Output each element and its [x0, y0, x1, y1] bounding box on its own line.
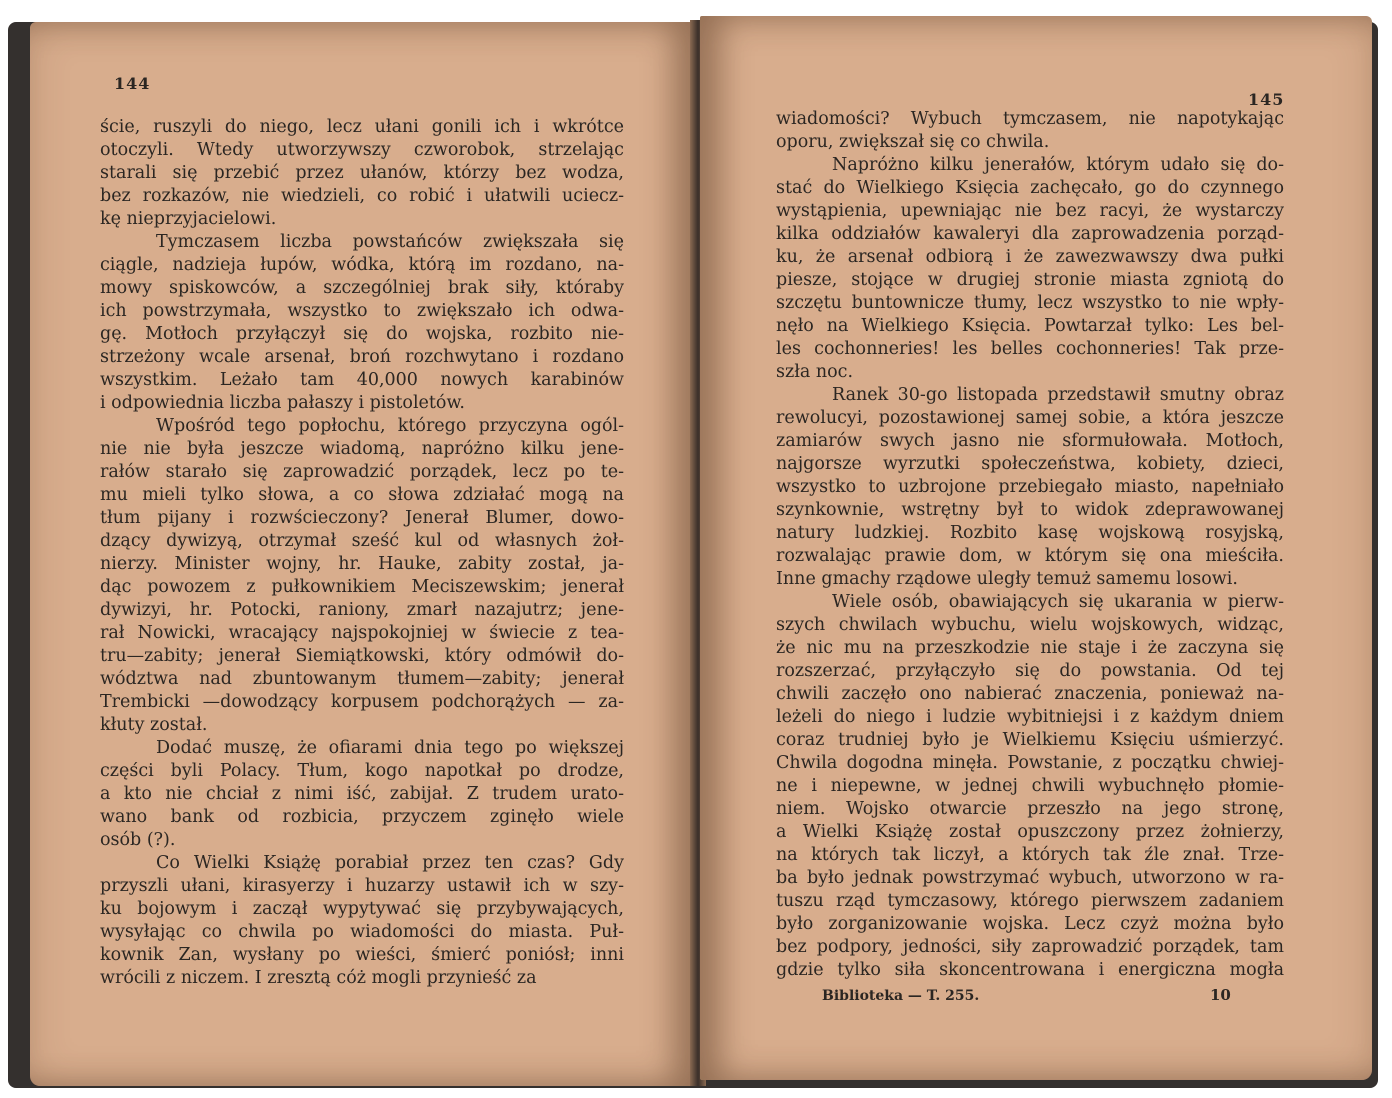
- text-line: kilka oddziałów kawaleryi dla zaprowadzenia porząd-: [776, 224, 1284, 244]
- text-line: ba było jednak powstrzymać wybuch, utworzono w ra-: [776, 868, 1284, 888]
- text-line: najgorsze wyrzutki społeczeństwa, kobiety, dzieci,: [776, 454, 1284, 474]
- text-line: chwili zaczęło ono nabierać znaczenia, ponieważ na-: [776, 684, 1284, 704]
- text-line: nierzy. Minister wojny, hr. Hauke, zabity został, ja-: [100, 554, 624, 574]
- left-page-text: [100, 116, 624, 990]
- text-line: tru—zabity; jenerał Siemiątkowski, który odmówił do-: [100, 646, 624, 666]
- text-line: Inne gmachy rządowe uległy temuż samemu losowi.: [776, 569, 1238, 589]
- left-page: [30, 22, 694, 1086]
- text-line: mowy spiskowców, a szczególniej brak siły, któraby: [100, 278, 624, 298]
- text-line: natury ludzkiej. Rozbito kasę wojskową rosyjską,: [776, 523, 1284, 543]
- text-line: rozwalając prawie dom, w którym się ona mieściła.: [776, 546, 1284, 566]
- text-line: Wiele osób, obawiających się ukarania w pierw-: [832, 592, 1284, 612]
- text-line: Napróżno kilku jenerałów, którym udało się do-: [832, 155, 1284, 175]
- text-line: wystąpienia, upewniając nie bez racyi, że wystarczy: [776, 201, 1284, 221]
- text-line: Chwila dogodna minęła. Powstanie, z początku chwiej-: [776, 753, 1284, 773]
- text-line: że nic mu na przeszkodzie nie staje i że zaczyna się: [776, 638, 1284, 658]
- right-page-text: [776, 108, 1284, 982]
- footer-signature: Biblioteka — T. 255.: [822, 988, 980, 1004]
- text-line: ku, że arsenał odbiorą i że zawezwawszy dwa pułki: [776, 247, 1284, 267]
- text-line: Co Wielki Książę porabiał przez ten czas? Gdy: [156, 853, 624, 873]
- text-line: wysyłając co chwila po wiadomości do miasta. Puł-: [100, 922, 624, 942]
- text-line: tłum pijany i rozwścieczony? Jenerał Blumer, dowo-: [100, 508, 624, 528]
- text-line: było zorganizowanie wojska. Lecz czyż można było: [776, 914, 1284, 934]
- text-line: ciągle, nadzieja łupów, wódka, którą im rozdano, na-: [100, 255, 624, 275]
- text-line: rał Nowicki, wracający najspokojniej w świecie z tea-: [100, 623, 624, 643]
- text-line: oporu, zwiększał się co chwila.: [776, 132, 1050, 152]
- text-line: Ranek 30-go listopada przedstawił smutny obraz: [832, 385, 1284, 405]
- text-line: przyszli ułani, kirasyerzy i huzarzy ustawił ich w szy-: [100, 876, 624, 896]
- text-line: rewolucyi, pozostawionej samej sobie, a która jeszcze: [776, 408, 1284, 428]
- text-line: les cochonneries! les belles cochonneries! Tak prze-: [776, 339, 1284, 359]
- left-page-number: 144: [114, 74, 151, 93]
- text-line: wszystko to uzbrojone przebiegało miasto, napełniało: [776, 477, 1284, 497]
- text-line: rozszerzać, przyłączyło się do powstania. Od tej: [776, 661, 1284, 681]
- text-line: ku bojowym i zaczął wypytywać się przybywających,: [100, 899, 624, 919]
- text-line: dzący dywizyą, otrzymał sześć kul od własnych żoł-: [100, 531, 624, 551]
- text-line: na których tak liczył, a których tak źle znał. Trze-: [776, 845, 1284, 865]
- text-line: Dodać muszę, że ofiarami dnia tego po większej: [156, 738, 624, 758]
- right-page: [700, 16, 1372, 1080]
- text-line: kownik Zan, wysłany po wieści, śmierć poniósł; inni: [100, 945, 624, 965]
- text-line: kłuty został.: [100, 715, 208, 735]
- text-line: ne i niepewne, w jednej chwili wybuchnęło płomie-: [776, 776, 1284, 796]
- text-line: bez rozkazów, nie wiedzieli, co robić i ułatwili uciecz-: [100, 186, 624, 206]
- text-line: bez podpory, jedności, siły zaprowadzić porządek, tam: [776, 937, 1284, 957]
- text-line: otoczyli. Wtedy utworzywszy czworobok, strzelając: [100, 140, 624, 160]
- text-line: i odpowiednia liczba pałaszy i pistoletów.: [100, 393, 465, 413]
- text-line: ście, ruszyli do niego, lecz ułani gonili ich i wkrótce: [100, 117, 624, 137]
- footer-sheet-number: 10: [1210, 986, 1231, 1004]
- text-line: szła noc.: [776, 362, 854, 382]
- text-line: rałów starało się zaprowadzić porządek, lecz po te-: [100, 462, 624, 482]
- text-line: nęło na Wielkiego Księcia. Powtarzał tylko: Les bel-: [776, 316, 1284, 336]
- text-line: dywizyi, hr. Potocki, raniony, zmarł nazajutrz; jene-: [100, 600, 624, 620]
- text-line: kę nieprzyjacielowi.: [100, 209, 277, 229]
- text-line: stać do Wielkiego Księcia zachęcało, go do czynnego: [776, 178, 1284, 198]
- text-line: leżeli do niego i ludzie wybitniejsi i z każdym dniem: [776, 707, 1284, 727]
- text-line: wszystkim. Leżało tam 40,000 nowych karabinów: [100, 370, 624, 390]
- text-line: tuszu rząd tymczasowy, którego pierwszem zadaniem: [776, 891, 1284, 911]
- text-line: zamiarów swych jasno nie sformułowała. Motłoch,: [776, 431, 1284, 451]
- text-line: nie nie była jeszcze wiadomą, napróżno kilku jene-: [100, 439, 624, 459]
- text-line: gę. Motłoch przyłączył się do wojska, rozbito nie-: [100, 324, 624, 344]
- text-line: dąc powozem z pułkownikiem Meciszewskim; jenerał: [100, 577, 624, 597]
- text-line: osób (?).: [100, 830, 176, 850]
- text-line: niem. Wojsko otwarcie przeszło na jego stronę,: [776, 799, 1284, 819]
- text-line: Trembicki —dowodzący korpusem podchorążych — za-: [100, 692, 624, 712]
- text-line: Tymczasem liczba powstańców zwiększała się: [156, 232, 624, 252]
- text-line: a kto nie chciał z nimi iść, zabijał. Z trudem urato-: [100, 784, 624, 804]
- text-line: szczętu buntownicze tłumy, lecz wszystko to nie wpły-: [776, 293, 1284, 313]
- text-line: części byli Polacy. Tłum, kogo napotkał po drodze,: [100, 761, 624, 781]
- text-line: ich powstrzymała, wszystko to zwiększało ich odwa-: [100, 301, 624, 321]
- text-line: wrócili z niczem. I zresztą cóż mogli przynieść za: [100, 968, 537, 988]
- text-line: wano bank od rozbicia, przyczem zginęło wiele: [100, 807, 624, 827]
- text-line: Wpośród tego popłochu, którego przyczyna ogól-: [156, 416, 624, 436]
- text-line: mu mieli tylko słowa, a co słowa zdziałać mogą na: [100, 485, 624, 505]
- text-line: strzeżony wcale arsenał, broń rozchwytano i rozdano: [100, 347, 624, 367]
- text-line: szynkownie, wstrętny był to widok zdeprawowanej: [776, 500, 1284, 520]
- text-line: a Wielki Książę został opuszczony przez żołnierzy,: [776, 822, 1284, 842]
- text-line: szych chwilach wybuchu, wielu wojskowych, widząc,: [776, 615, 1284, 635]
- text-line: starali się przebić przez ułanów, którzy bez wodza,: [100, 163, 624, 183]
- text-line: piesze, stojące w drugiej stronie miasta zgniotą do: [776, 270, 1284, 290]
- text-line: coraz trudniej było je Wielkiemu Księciu uśmierzyć.: [776, 730, 1284, 750]
- text-line: gdzie tylko siła skoncentrowana i energiczna mogła: [776, 960, 1284, 980]
- right-page-number: 145: [1248, 90, 1285, 109]
- text-line: wództwa nad zbuntowanym tłumem—zabity; jenerał: [100, 669, 624, 689]
- text-line: wiadomości? Wybuch tymczasem, nie napotykając: [776, 109, 1284, 129]
